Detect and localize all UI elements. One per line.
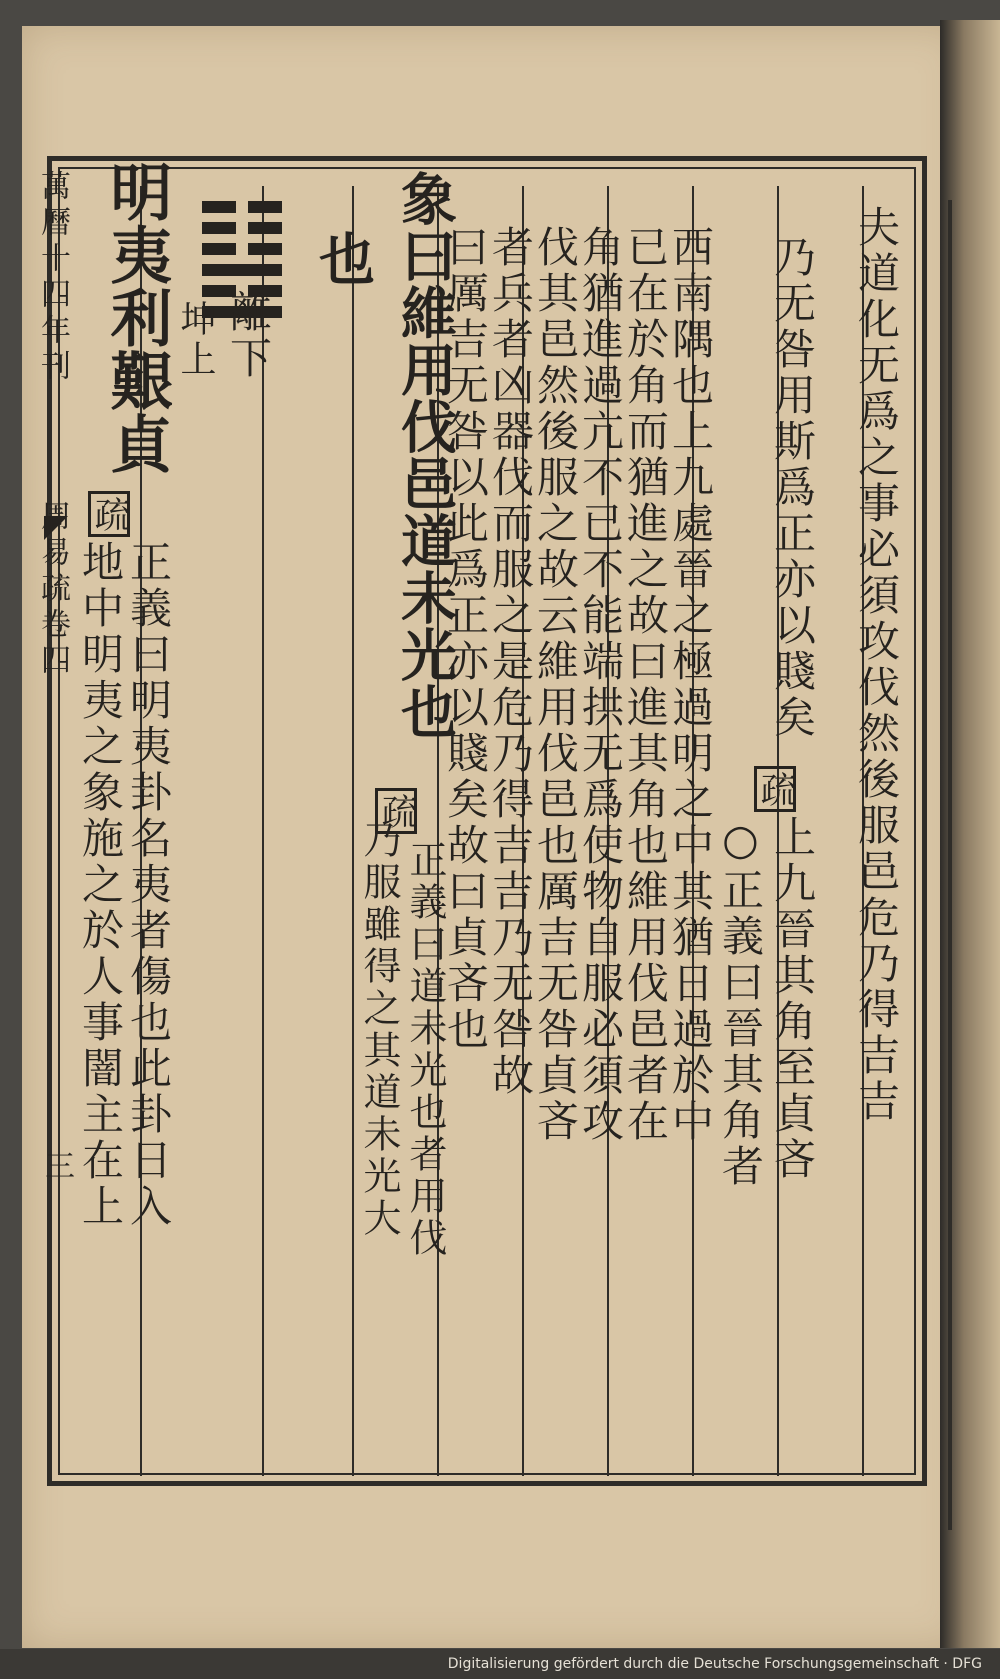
leaf-number: 三 xyxy=(39,1150,74,1186)
text-column: 正義曰明夷卦名夷者傷也此卦日入 xyxy=(124,540,173,1230)
text-column: 上九晉其角至貞吝 xyxy=(768,815,817,1183)
text-column: 角猶進過亢不已不能端拱无爲使物自服必須攻 xyxy=(576,225,625,1145)
text-column: ○正義曰晉其角者 xyxy=(716,815,765,1190)
text-column-main: 象曰維用伐邑道未光也 xyxy=(392,170,458,740)
text-column: 夫道化无爲之事必須攻伐然後服邑危乃得吉吉 xyxy=(852,205,901,1125)
spine-rule xyxy=(948,200,960,1530)
text-column: 乃无咎用斯爲正亦以賤矣 xyxy=(768,235,817,741)
su-label: 疏 xyxy=(88,491,130,537)
text-column: 正義曰道未光也者用伐 xyxy=(403,840,447,1260)
text-column: 乃服雖得之其道未光大 xyxy=(357,820,401,1240)
digitization-footer: Digitalisierung gefördert durch die Deutsche Forschungsgemeinschaft · DFG xyxy=(0,1649,1000,1679)
su-label: 疏 xyxy=(754,766,796,812)
book-title: 周易疏卷四 xyxy=(35,500,70,680)
text-column: 西南隅也上九處晉之極過明之中其猶日過於中 xyxy=(666,225,715,1145)
text-column: 地中明夷之象施之於人事闇主在上 xyxy=(76,540,125,1230)
text-column: 已在於角而猶進之故曰進其角也維用伐邑者在 xyxy=(621,225,670,1145)
trigram-label: 坤上 xyxy=(175,300,216,380)
text-column xyxy=(88,485,130,543)
book-spine xyxy=(940,20,1000,1648)
trigram-label: 離下 xyxy=(224,290,273,382)
text-column: 伐其邑然後服之故云維用伐邑也厲吉无咎貞吝 xyxy=(531,225,580,1145)
su-label: 疏 xyxy=(375,788,417,834)
text-column-main: 也 xyxy=(310,230,376,287)
text-column xyxy=(754,760,796,818)
text-column: 曰厲吉无咎以此爲正亦以賤矣故曰貞吝也 xyxy=(441,225,490,1053)
edition-note: 萬曆十四年刊 xyxy=(35,170,70,386)
text-column-main: 明夷利艱貞 xyxy=(100,160,173,475)
text-column: 者兵者凶器伐而服之是危乃得吉吉乃无咎故 xyxy=(486,225,535,1099)
